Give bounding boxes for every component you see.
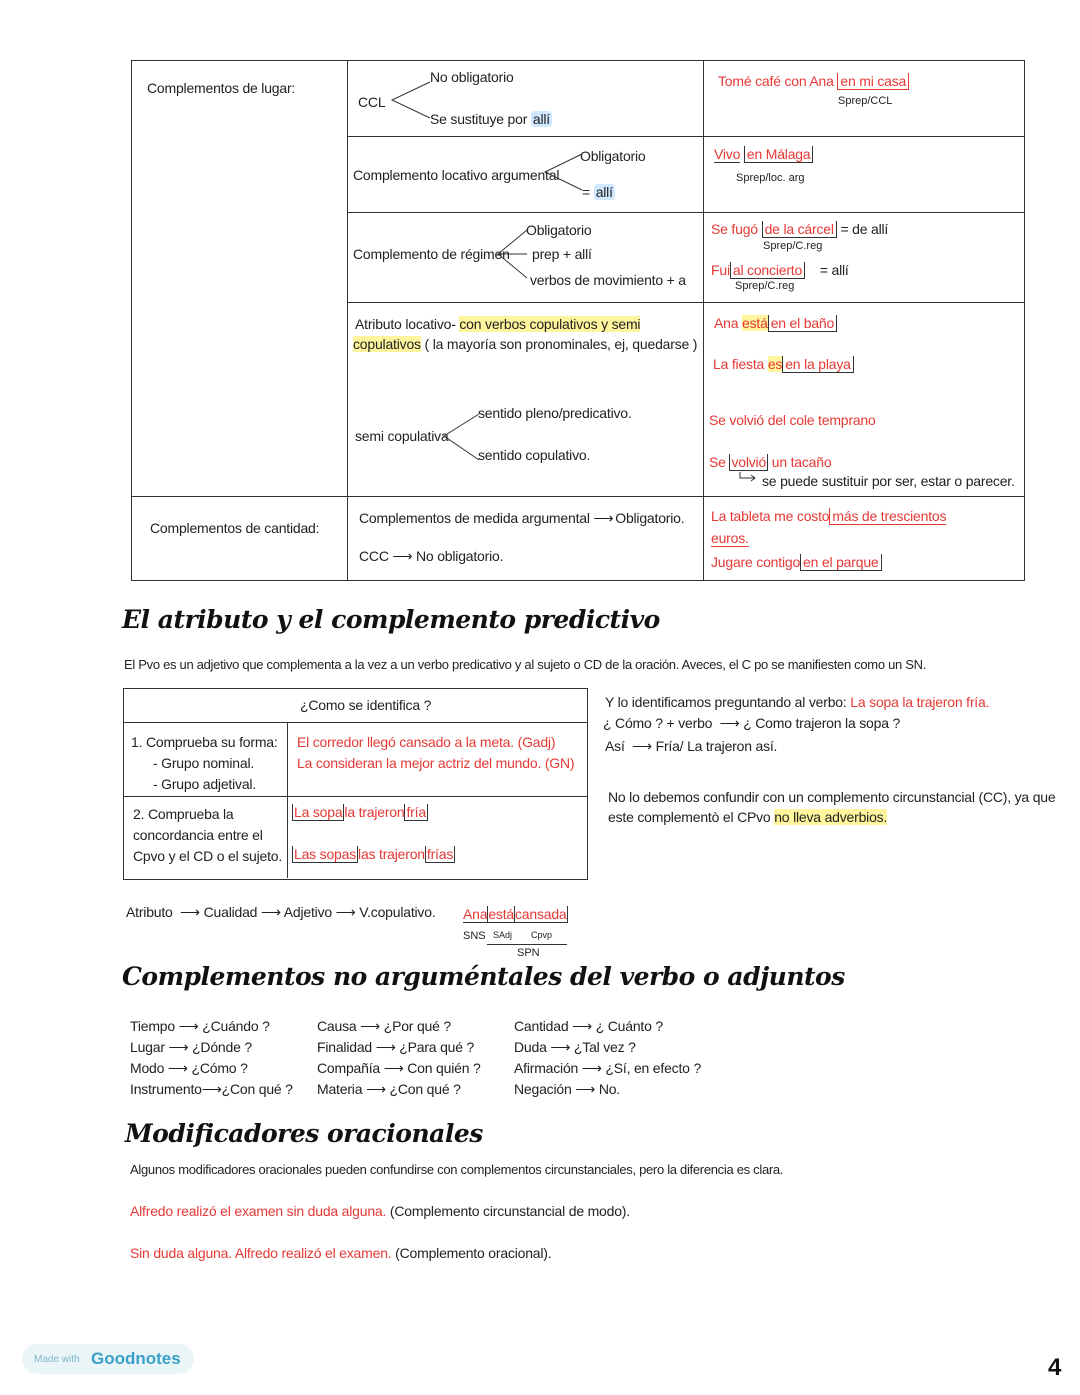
side-para-1: No lo debemos confundir con un complemento circunstancial (CC), ya que [608, 789, 1056, 805]
page-number: 4 [1048, 1354, 1062, 1381]
locativo-name: Complemento locativo argumental [353, 167, 560, 183]
cantidad-label: Complementos de cantidad: [150, 520, 320, 536]
section2-intro: El Pvo es un adjetivo que complementa a la vez a un verbo predicativo y al sujeto o CD de la oración. Aveces, el C po se manifiesten como un SN. [124, 657, 927, 672]
section-title-atributo: El atributo y el complemento predictivo [122, 605, 660, 634]
list-item: Negación ⟶ No. [514, 1081, 620, 1097]
list-item: Tiempo ⟶ ¿Cuándo ? [130, 1018, 270, 1034]
ccl-opt2: Se sustituye por allí [430, 111, 550, 127]
locativo-bracket [542, 150, 584, 194]
chain-cpvp: Cpvp [531, 930, 553, 940]
ccl-name: CCL [358, 94, 386, 110]
list-item: Instrumento⟶¿Con qué ? [130, 1081, 293, 1097]
side-line3: Así ⟶ Fría/ La trajeron así. [605, 738, 778, 754]
semi-copulativa: semi copulativa [355, 428, 449, 444]
atributo-line1: Atributo locativo- con verbos copulativos y semi [355, 316, 641, 332]
semi-example-1: Se volvió del cole temprano [709, 412, 876, 428]
side-line1: Y lo identificamos preguntando al verbo: La sopa la trajeron fría. [605, 694, 990, 710]
regimen-opt1: Obligatorio [526, 222, 592, 238]
regimen-example-2-sub: Sprep/C.reg [735, 280, 795, 292]
list-item: Duda ⟶ ¿Tal vez ? [514, 1039, 636, 1055]
ccc-line: CCC ⟶ No obligatorio. [359, 548, 504, 564]
regimen-name: Complemento de régimen [353, 246, 510, 262]
r2-right-1: La sopa la trajeron fría [294, 804, 426, 820]
r2-left-1: 2. Comprueba la [133, 806, 234, 822]
adjuntos-col1 [130, 1016, 293, 1100]
r1-left-3: - Grupo adjetival. [153, 776, 257, 792]
r2-left-2: concordancia entre el [133, 827, 263, 843]
r1-right-1: El corredor llegó cansado a la meta. (Gadj) [297, 734, 556, 750]
regimen-opt2: prep + allí [532, 246, 592, 262]
regimen-example-1: Se fugó de la cárcel = de allí [711, 221, 889, 237]
cantidad-example-2: Jugare contigo en el parque [711, 554, 882, 570]
cantidad-example-1b: euros. [711, 530, 749, 546]
r1-left-2: - Grupo nominal. [153, 755, 255, 771]
adjuntos-col2 [317, 1016, 481, 1100]
list-item: Cantidad ⟶ ¿ Cuánto ? [514, 1018, 663, 1034]
list-item: Modo ⟶ ¿Cómo ? [130, 1060, 248, 1076]
chain-sadj: SAdj [493, 930, 513, 940]
locativo-opt2: = allí [582, 184, 613, 200]
locativo-opt1: Obligatorio [580, 148, 646, 164]
semi-bracket [441, 410, 481, 464]
r1-right-2: La consideran la mejor actriz del mundo. (GN) [297, 755, 575, 771]
chain-sn: SNS [463, 930, 486, 942]
list-item: Afirmación ⟶ ¿Sí, en efecto ? [514, 1060, 702, 1076]
ccl-example: Tomé café con Ana en mi casa [718, 73, 909, 89]
made-with-text: Made with [34, 1354, 80, 1365]
atributo-example-1: Ana está en el baño [714, 315, 837, 331]
regimen-opt3: verbos de movimiento + a [530, 272, 686, 288]
corner-arrow-icon [738, 472, 760, 484]
modificadores-example-2: Sin duda alguna. Alfredo realizó el examen. (Complemento oracional). [130, 1245, 552, 1261]
goodnotes-logo: Goodnotes [91, 1349, 181, 1368]
chain-example: Anaestácansada [463, 906, 567, 922]
modificadores-example-1: Alfredo realizó el examen sin duda alguna. (Complemento circunstancial de modo). [130, 1203, 630, 1219]
ccl-bracket [388, 76, 433, 122]
adjuntos-col3 [514, 1016, 701, 1100]
side-line2: ¿ Cómo ? + verbo ⟶ ¿ Como trajeron la sopa ? [603, 715, 901, 731]
side-para-2: este complementò el CPvo no lleva adverbios. [608, 809, 888, 825]
identify-header: ¿Como se identifica ? [300, 697, 432, 713]
semi-opt1: sentido pleno/predicativo. [478, 405, 632, 421]
ccl-opt1: No obligatorio [430, 69, 514, 85]
locativo-example-sub: Sprep/loc. arg [736, 172, 805, 184]
regimen-bracket [495, 226, 529, 282]
chain: Atributo ⟶ Cualidad ⟶ Adjetivo ⟶ V.copulativo. [126, 904, 436, 920]
section-title-modificadores: Modificadores oracionales [125, 1119, 483, 1148]
semi-example-2: Se volvió un tacaño [709, 454, 832, 470]
r2-left-3: Cpvo y el CD o el sujeto. [133, 848, 283, 864]
list-item: Finalidad ⟶ ¿Para qué ? [317, 1039, 475, 1055]
section-title-adjuntos: Complementos no arguméntales del verbo o adjuntos [122, 962, 845, 991]
list-item: Causa ⟶ ¿Por qué ? [317, 1018, 451, 1034]
regimen-example-1-sub: Sprep/C.reg [763, 240, 823, 252]
list-item: Lugar ⟶ ¿Dónde ? [130, 1039, 252, 1055]
modificadores-intro: Algunos modificadores oracionales pueden confundirse con complementos circunstanciales, pero la diferencia es clara. [130, 1162, 784, 1177]
locativo-example: Vivo en Málaga [714, 146, 813, 162]
list-item: Materia ⟶ ¿Con qué ? [317, 1081, 461, 1097]
atributo-example-2: La fiesta es en la playa [713, 356, 854, 372]
ccl-example-sub: Sprep/CCL [838, 95, 893, 107]
atributo-line2: copulativos ( la mayoría son pronominales, ej, quedarse ) [353, 336, 698, 352]
semi-note: se puede sustituir por ser, estar o parecer. [762, 473, 1015, 489]
semi-opt2: sentido copulativo. [478, 447, 591, 463]
regimen-example-2: Fui al concierto = allí [711, 262, 849, 278]
lugar-label: Complementos de lugar: [147, 80, 296, 96]
goodnotes-badge[interactable] [22, 1344, 194, 1374]
medida-line: Complementos de medida argumental ⟶ Obligatorio. [359, 510, 685, 526]
list-item: Compañía ⟶ Con quién ? [317, 1060, 481, 1076]
cantidad-example-1: La tableta me costo más de trescientos [711, 508, 947, 524]
chain-spn: SPN [517, 947, 540, 959]
r2-right-2: Las sopas las trajeron frías [294, 846, 454, 862]
r1-left-1: 1. Comprueba su forma: [131, 734, 278, 750]
